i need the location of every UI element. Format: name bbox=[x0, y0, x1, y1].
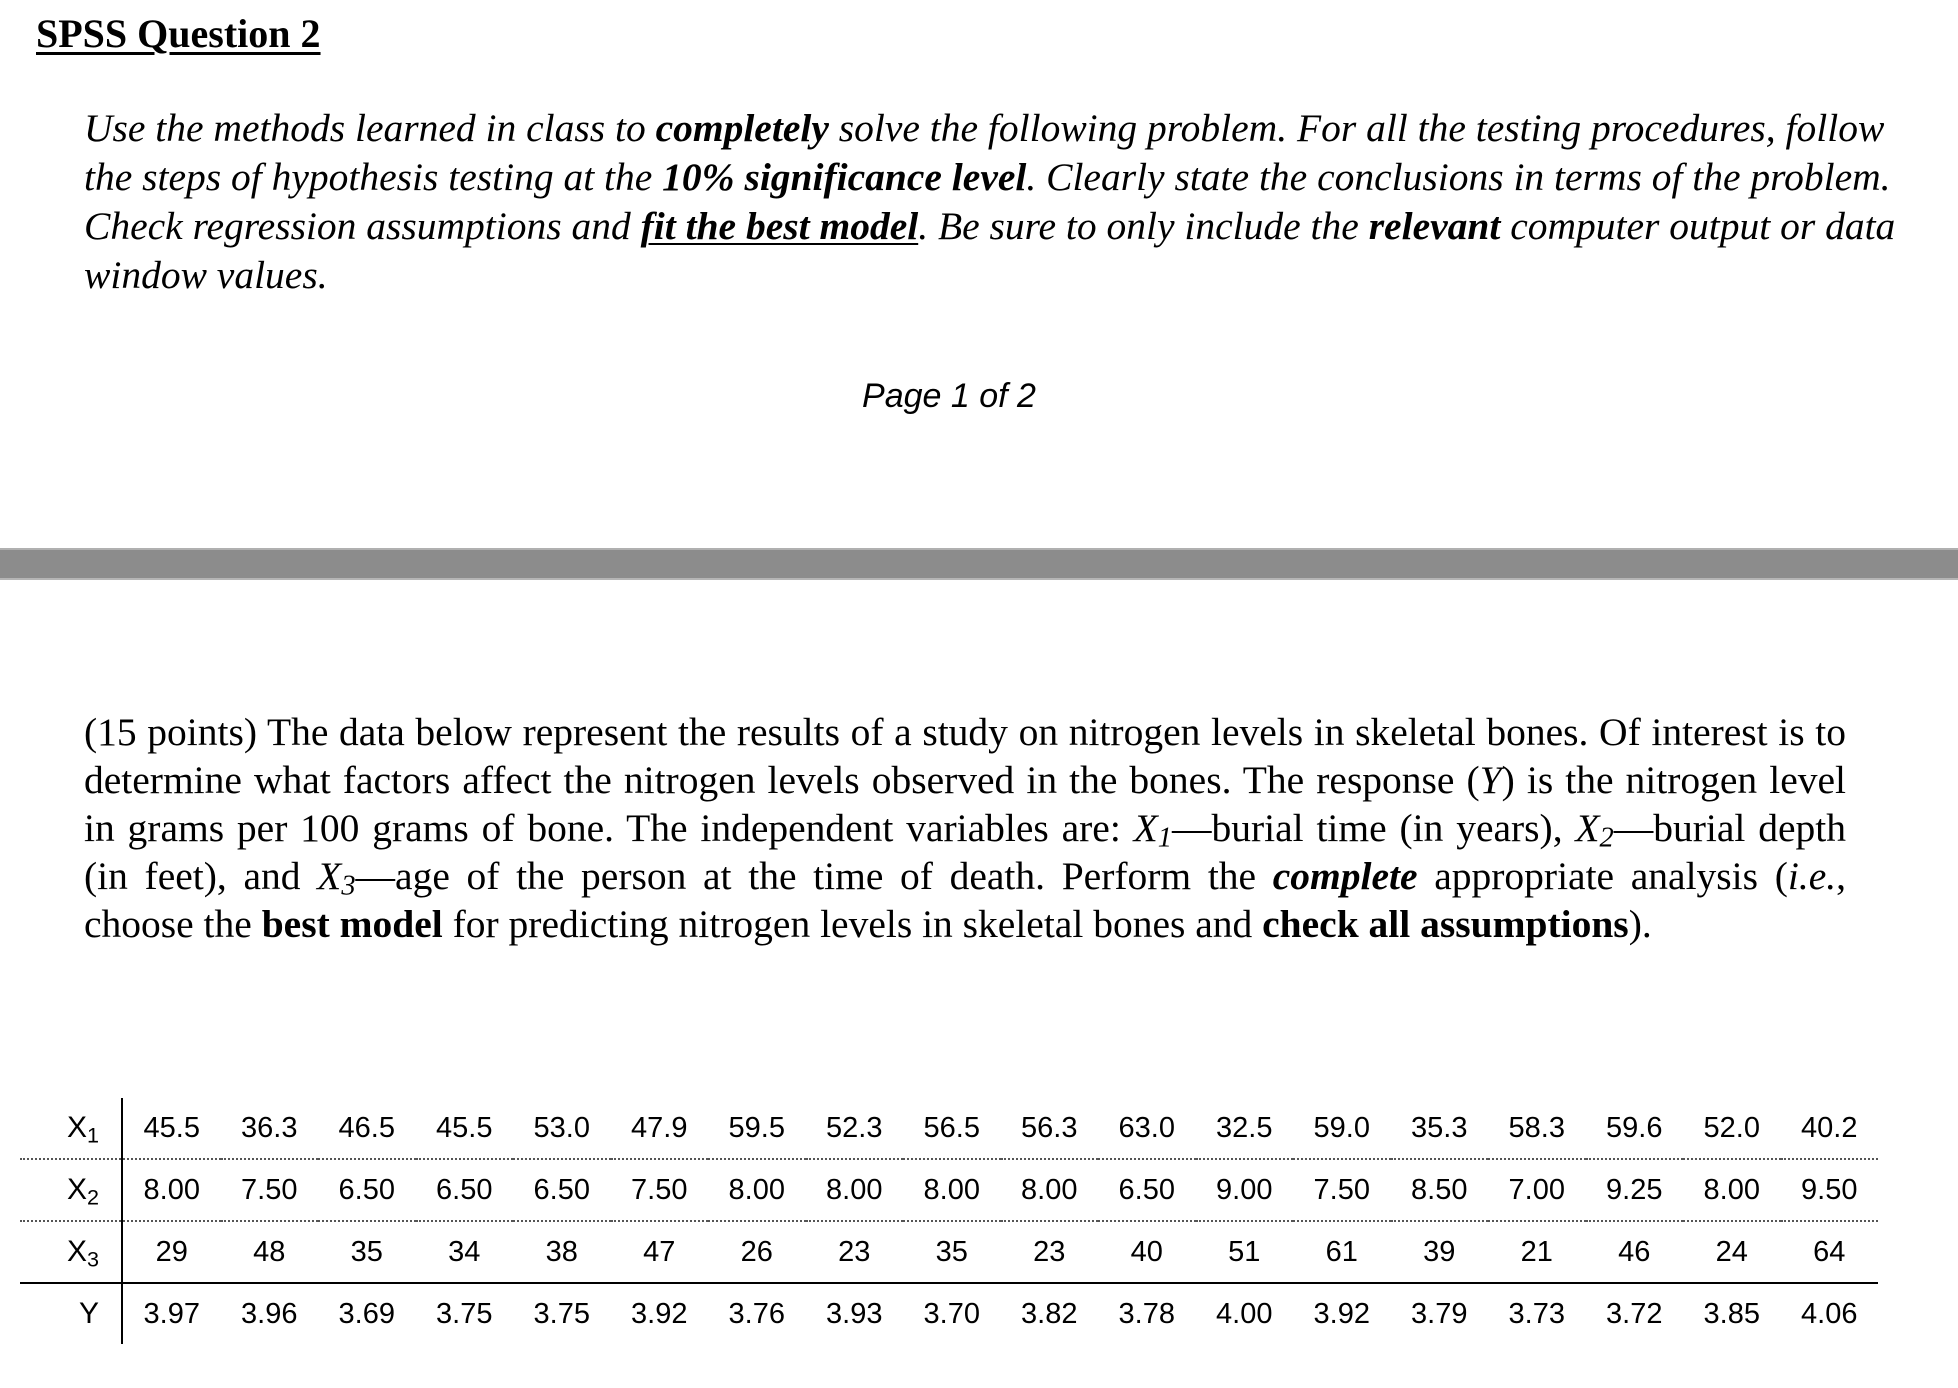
table-cell: 48 bbox=[221, 1221, 319, 1283]
table-cell: 47.9 bbox=[611, 1098, 709, 1159]
table-cell: 23 bbox=[806, 1221, 904, 1283]
table-cell: 3.76 bbox=[728, 1297, 785, 1330]
table-cell: 3.96 bbox=[241, 1297, 298, 1330]
page-title: SPSS Question 2 bbox=[36, 11, 321, 56]
table-cell: 7.50 bbox=[1293, 1159, 1391, 1221]
emphasis-relevant: relevant bbox=[1368, 204, 1501, 248]
table-cell: 35 bbox=[903, 1221, 1001, 1283]
table-cell: 47 bbox=[611, 1221, 709, 1283]
emphasis-check-assumptions: check all assumptions bbox=[1262, 902, 1629, 946]
table-cell: 38 bbox=[513, 1221, 611, 1283]
table-cell: 3.75 bbox=[436, 1297, 493, 1330]
table-cell: 7.50 bbox=[611, 1159, 709, 1221]
page-break-divider bbox=[0, 548, 1958, 580]
table-cell: 39 bbox=[1391, 1221, 1489, 1283]
table-cell: 45.5 bbox=[416, 1098, 514, 1159]
table-cell: 3.82 bbox=[1021, 1297, 1078, 1330]
table-cell: 24 bbox=[1683, 1221, 1781, 1283]
var-y: Y bbox=[1479, 758, 1502, 802]
table-cell: 3.72 bbox=[1606, 1297, 1663, 1330]
table-cell: 4.06 bbox=[1801, 1297, 1858, 1330]
table-cell: 6.50 bbox=[318, 1159, 416, 1221]
table-row bbox=[20, 1098, 1878, 1159]
problem-paragraph: (15 points) The data below represent the results of a study on nitrogen levels in skeletal bones. Of interest is to determine what factors affect the nitrogen levels observed in the bones. The response (Y) is the nitrogen level in grams per 100 grams of bone. The independent variables are: $X_1—burial$ time (in years), $X_2—burial$ depth (in feet), and $X_3—age$ of the person at the time of death. Perform the complete appropriate analysis (i.e., choose the best model for predicting nitrogen levels in skeletal bones and check all assumptions). bbox=[84, 710, 1846, 946]
table-cell: 52.3 bbox=[806, 1098, 904, 1159]
table-cell: 8.00 bbox=[903, 1159, 1001, 1221]
table-cell: 8.50 bbox=[1391, 1159, 1489, 1221]
table-cell: 23 bbox=[1001, 1221, 1099, 1283]
table-row bbox=[20, 1159, 1878, 1221]
table-cell: 56.3 bbox=[1001, 1098, 1099, 1159]
row-label: $X_3$ bbox=[20, 1221, 122, 1283]
table-cell: 3.79 bbox=[1411, 1297, 1468, 1330]
table-cell: 3.70 bbox=[923, 1297, 980, 1330]
emphasis-completely: completely bbox=[655, 106, 829, 150]
table-cell: 59.6 bbox=[1586, 1098, 1684, 1159]
table-cell: 3.92 bbox=[631, 1297, 688, 1330]
table-cell: 8.00 bbox=[1001, 1159, 1099, 1221]
table-cell: 61 bbox=[1293, 1221, 1391, 1283]
instructions-paragraph: Use the methods learned in class to completely solve the following problem. For all the testing procedures, follow the steps of hypothesis testing at the 10% significance level. Clearly state the conclusions in terms of the problem. Check regression assumptions and fit the best model. Be sure to only include the relevant computer output or data window values. bbox=[84, 106, 1896, 297]
emphasis-significance-level: 10% significance level bbox=[662, 155, 1027, 199]
table-cell: 59.5 bbox=[708, 1098, 806, 1159]
table-cell: 52.0 bbox=[1683, 1098, 1781, 1159]
table-cell: 46 bbox=[1586, 1221, 1684, 1283]
table-cell: 3.69 bbox=[338, 1297, 395, 1330]
table-cell: 3.92 bbox=[1313, 1297, 1370, 1330]
table-cell: 32.5 bbox=[1196, 1098, 1294, 1159]
emphasis-complete: complete bbox=[1272, 854, 1418, 898]
table-cell: 59.0 bbox=[1293, 1098, 1391, 1159]
table-cell: 45.5 bbox=[122, 1098, 221, 1159]
table-cell: 3.75 bbox=[533, 1297, 590, 1330]
table-cell: 3.97 bbox=[143, 1297, 200, 1330]
table-row bbox=[20, 1283, 1878, 1344]
table-cell: 3.73 bbox=[1508, 1297, 1565, 1330]
table-cell: 8.00 bbox=[1683, 1159, 1781, 1221]
table-cell: 58.3 bbox=[1488, 1098, 1586, 1159]
table-cell: 9.25 bbox=[1586, 1159, 1684, 1221]
table-cell: 9.50 bbox=[1781, 1159, 1879, 1221]
table-cell: 8.00 bbox=[122, 1159, 221, 1221]
table-cell: 63.0 bbox=[1098, 1098, 1196, 1159]
table-cell: 6.50 bbox=[416, 1159, 514, 1221]
table-cell: 4.00 bbox=[1216, 1297, 1273, 1330]
table-cell: 8.00 bbox=[708, 1159, 806, 1221]
table-cell: 26 bbox=[708, 1221, 806, 1283]
row-label: $X_1$ bbox=[20, 1098, 122, 1159]
table-cell: 8.00 bbox=[806, 1159, 904, 1221]
table-cell: 6.50 bbox=[513, 1159, 611, 1221]
table-cell: 7.00 bbox=[1488, 1159, 1586, 1221]
table-cell: 64 bbox=[1781, 1221, 1879, 1283]
var-x1: $X_1$ bbox=[1133, 806, 1172, 854]
table-cell: 29 bbox=[122, 1221, 221, 1283]
table-cell: 35 bbox=[318, 1221, 416, 1283]
emphasis-best-model-2: best model bbox=[261, 902, 443, 946]
table-cell: 46.5 bbox=[318, 1098, 416, 1159]
data-table bbox=[20, 1098, 1878, 1344]
table-row bbox=[20, 1221, 1878, 1283]
table-cell: 6.50 bbox=[1098, 1159, 1196, 1221]
abbr-ie: i.e. bbox=[1787, 854, 1837, 898]
table-cell: 36.3 bbox=[221, 1098, 319, 1159]
var-x3: $X_3$ bbox=[317, 854, 356, 902]
table-cell: 3.85 bbox=[1703, 1297, 1760, 1330]
table-cell: 3.93 bbox=[826, 1297, 883, 1330]
table-cell: 35.3 bbox=[1391, 1098, 1489, 1159]
var-x2: $X_2$ bbox=[1575, 806, 1614, 854]
table-cell: 56.5 bbox=[903, 1098, 1001, 1159]
row-label: Y bbox=[20, 1283, 122, 1344]
page-number: Page 1 of 2 bbox=[862, 377, 1036, 415]
table-cell: 7.50 bbox=[221, 1159, 319, 1221]
table-cell: 53.0 bbox=[513, 1098, 611, 1159]
table-cell: 3.78 bbox=[1118, 1297, 1175, 1330]
table-cell: 34 bbox=[416, 1221, 514, 1283]
emphasis-best-model: fit the best model bbox=[640, 204, 919, 248]
table-cell: 40.2 bbox=[1781, 1098, 1879, 1159]
table-cell: 9.00 bbox=[1196, 1159, 1294, 1221]
table-cell: 51 bbox=[1196, 1221, 1294, 1283]
table-cell: 40 bbox=[1098, 1221, 1196, 1283]
table-cell: 21 bbox=[1488, 1221, 1586, 1283]
row-label: $X_2$ bbox=[20, 1159, 122, 1221]
